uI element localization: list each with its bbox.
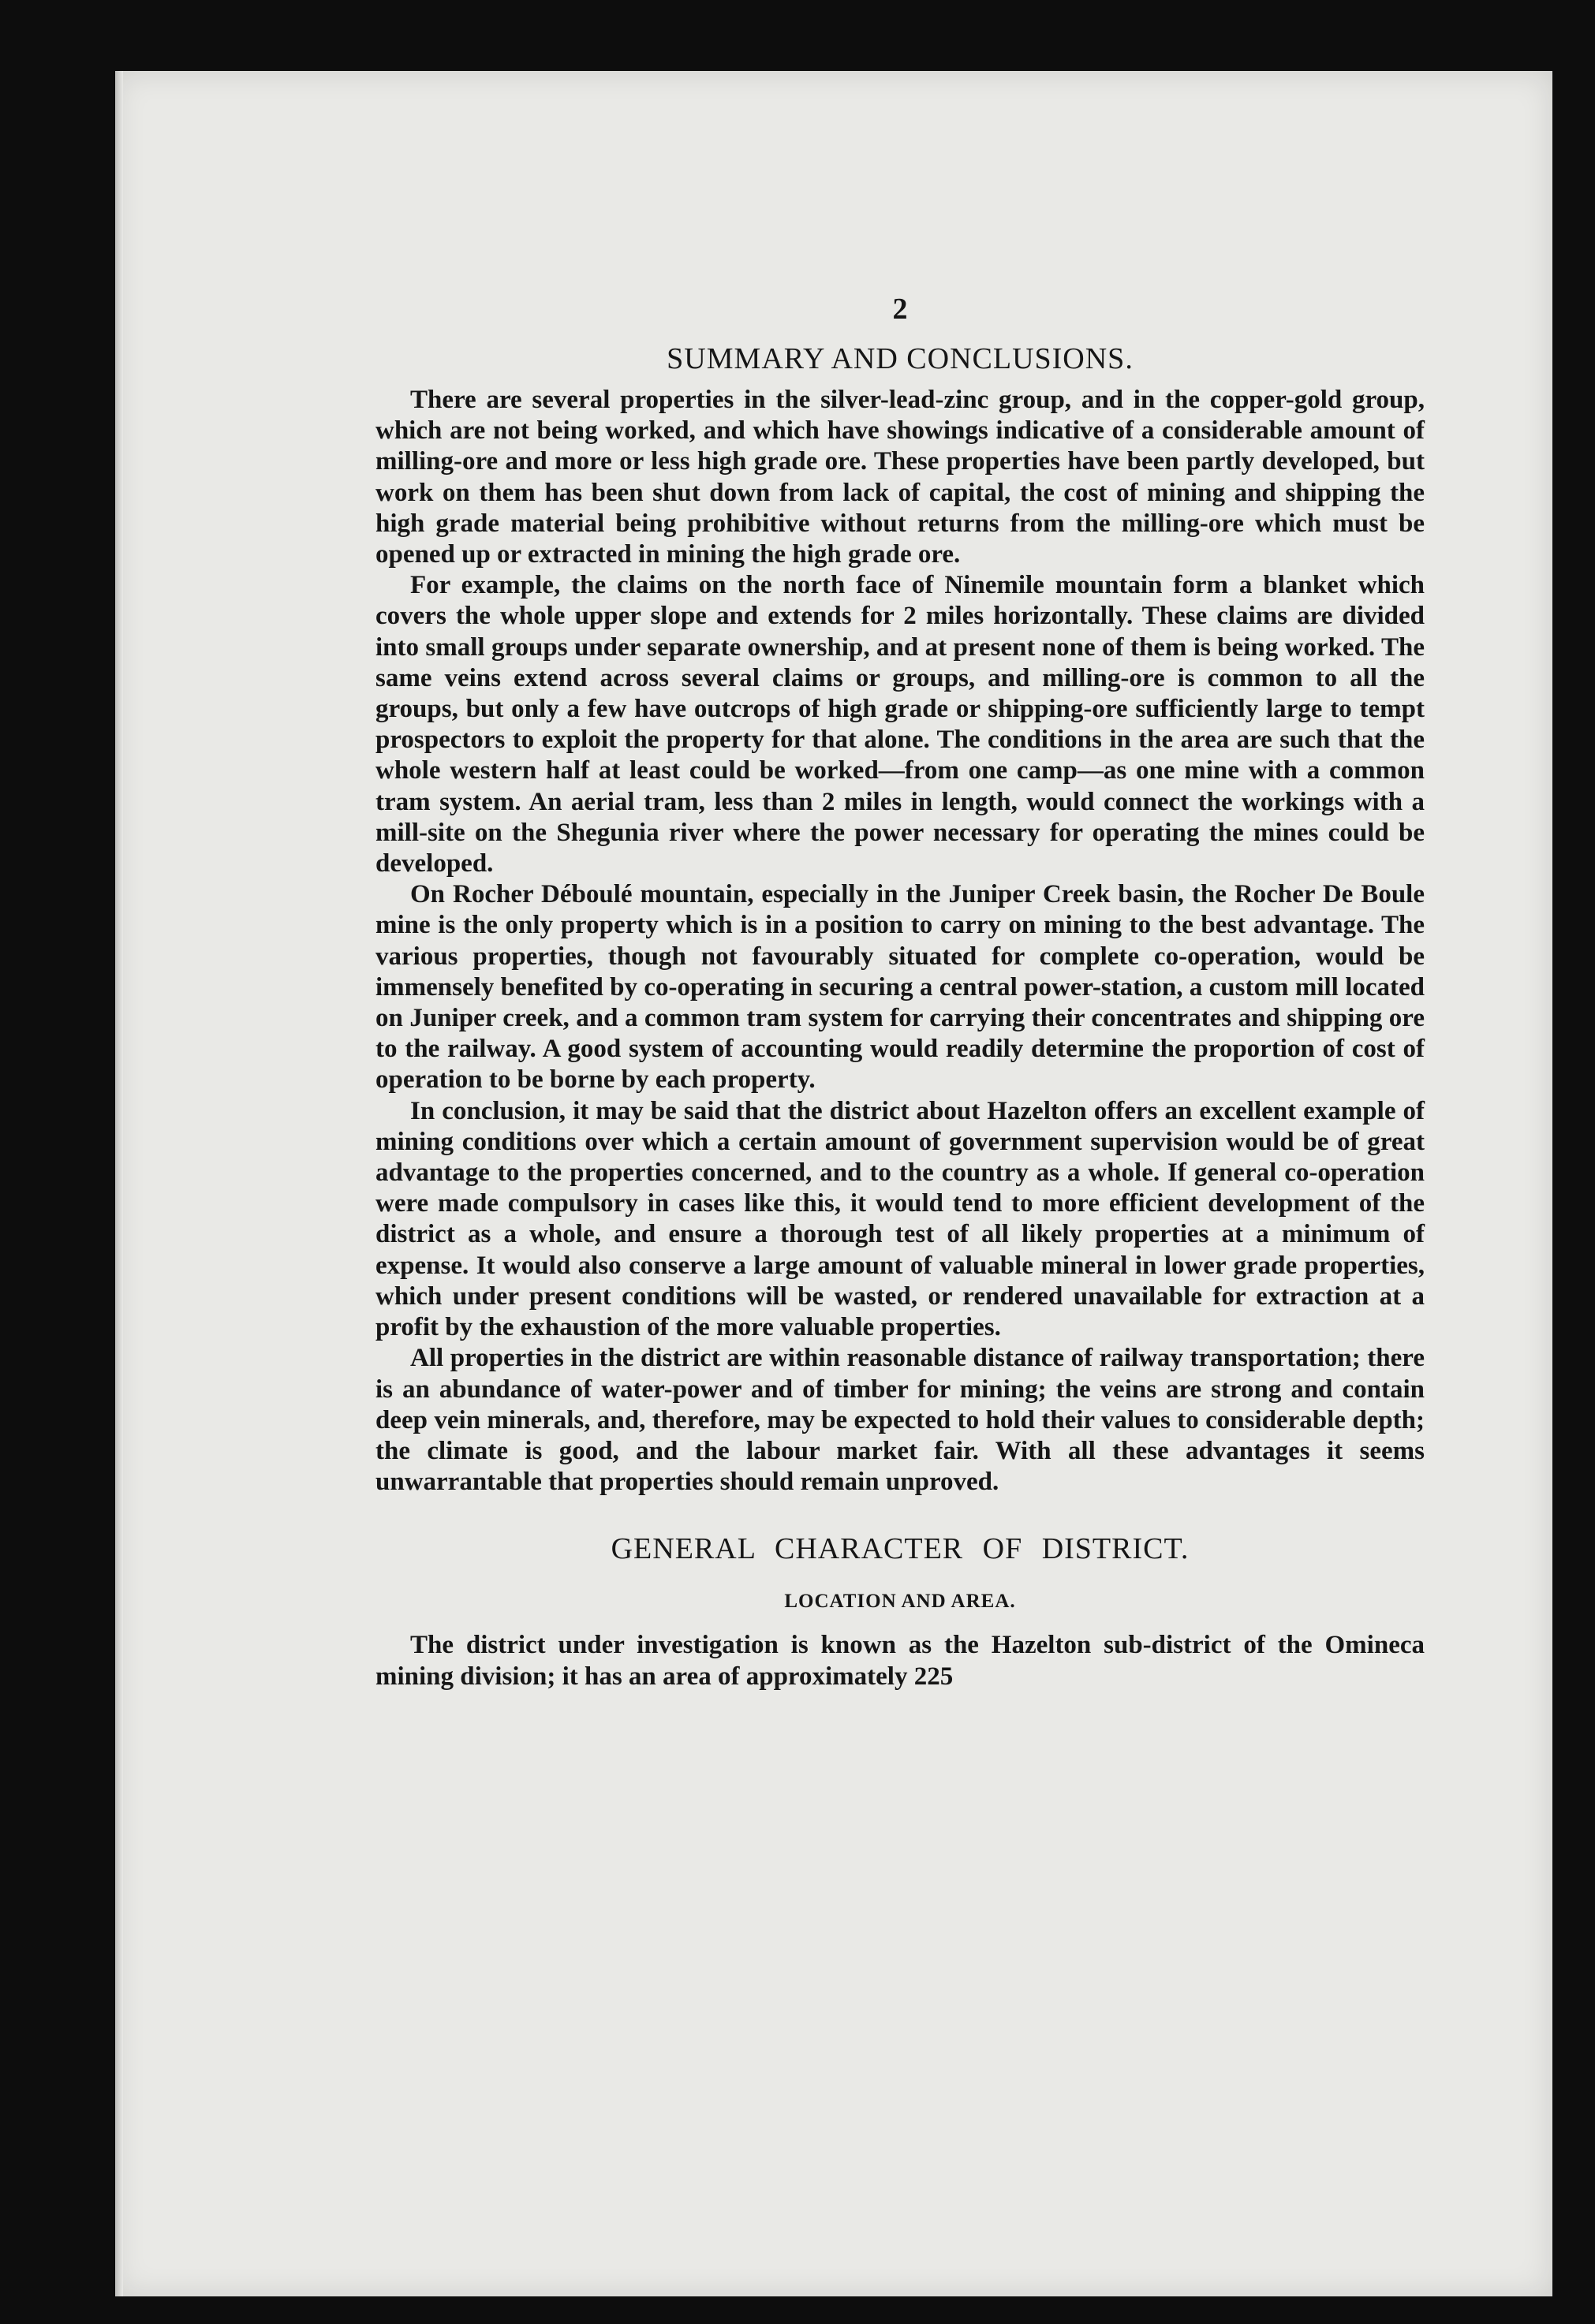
paragraph: There are several properties in the silver-lead-zinc group, and in the copper-gold group, which are not being worked, and which have showings indicative of a considerable amount of milling-ore and more or less high grade ore. These properties have been partly developed, but work on them has been shut down from lack of capital, the cost of mining and shipping the high grade material being prohibitive without returns from the milling-ore which must be opened up or extracted in mining the high grade ore.	[375, 386, 1425, 569]
subheading-location-and-area: LOCATION AND AREA.	[784, 1591, 1016, 1613]
paragraph: The district under investigation is known as the Hazelton sub-district of the Omineca mining division; it has an area of approximately 225	[375, 1631, 1425, 1691]
page-edge-shadow	[115, 71, 123, 2296]
paragraph: On Rocher Déboulé mountain, especially in the Juniper Creek basin, the Rocher De Boule mine is the only property which is in a position to carry on mining to the best advantage. The various properties, though not favourably situated for complete co-operation, would be immensely benefited by co-operating in securing a central power-station, a custom mill located on Juniper creek, and a common tram system for carrying their concentrates and shipping ore to the railway. A good system of accounting would readily determine the proportion of cost of operation to be borne by each property.	[375, 880, 1425, 1095]
page-number: 2	[892, 293, 908, 326]
paragraph: For example, the claims on the north face of Ninemile mountain form a blanket which covers the whole upper slope and extends for 2 miles horizontally. These claims are divided into small groups under separate ownership, and at present none of them is being worked. The same veins extend across several claims or groups, and milling-ore is common to all the groups, but only a few have outcrops of high grade or shipping-ore sufficiently large to tempt prospectors to exploit the property for that alone. The conditions in the area are such that the whole western half at least could be worked—from one camp—as one mine with a common tram system. An aerial tram, less than 2 miles in length, would connect the workings with a mill-site on the Shegunia river where the power necessary for operating the mines could be developed.	[375, 571, 1425, 878]
section-heading-general-character: GENERAL CHARACTER OF DISTRICT.	[611, 1532, 1190, 1566]
section-heading-summary: SUMMARY AND CONCLUSIONS.	[667, 342, 1134, 375]
paragraph: In conclusion, it may be said that the district about Hazelton offers an excellent example of mining conditions over which a certain amount of government supervision would be of great advantage to the properties concerned, and to the country as a whole. If general co-operation were made compulsory in cases like this, it would tend to more efficient development of the district as a whole, and ensure a thorough test of all likely properties at a minimum of expense. It would also conserve a large amount of valuable mineral in lower grade properties, which under present conditions will be wasted, or rendered unavailable for extraction at a profit by the exhaustion of the more valuable properties.	[375, 1096, 1425, 1342]
paragraph: All properties in the district are within reasonable distance of railway transportation; there is an abundance of water-power and of timber for mining; the veins are strong and contain deep vein minerals, and, therefore, may be expected to hold their values to considerable depth; the climate is good, and the labour market fair. With all these advantages it seems unwarrantable that properties should remain unproved.	[375, 1344, 1425, 1497]
page-content	[375, 289, 1425, 1692]
